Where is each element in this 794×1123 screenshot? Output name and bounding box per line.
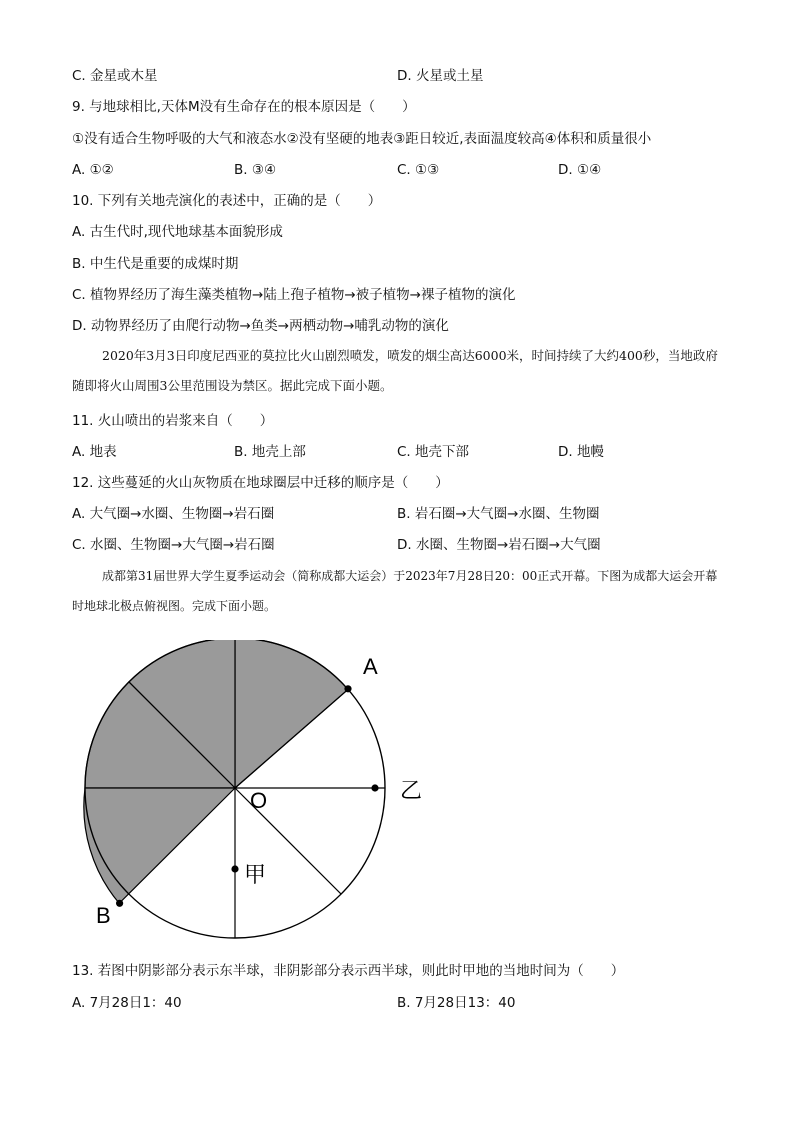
q12-option-b: B. 岩石圈→大气圈→水圈、生物圈	[397, 506, 600, 522]
q11-option-c: C. 地壳下部	[397, 444, 470, 460]
point-jia	[231, 865, 238, 872]
point-b	[116, 900, 123, 907]
passage-volcano: 2020年3月3日印度尼西亚的莫拉比火山剧烈喷发，喷发的烟尘高达6000米，时间持续了大约400秒，当地政府随即将火山周围3公里范围设为禁区。据此完成下面小题。	[72, 348, 718, 393]
q13-option-b: B. 7月28日13：40	[397, 995, 516, 1011]
q10-option-b: B. 中生代是重要的成煤时期	[72, 256, 239, 272]
label-jia: 甲	[244, 863, 267, 888]
q8-option-d: D. 火星或土星	[397, 68, 484, 84]
q12-option-c: C. 水圈、生物圈→大气圈→岩石圈	[72, 537, 275, 553]
q9-statements: ①没有适合生物呼吸的大气和液态水②没有坚硬的地表③距日较近,表面温度较高④体积和质量很小	[72, 131, 652, 147]
q11-option-d: D. 地幔	[558, 444, 604, 460]
point-yi	[371, 784, 378, 791]
q11-stem: 11. 火山喷出的岩浆来自（ ）	[72, 413, 274, 429]
q13-stem: 13. 若图中阴影部分表示东半球，非阴影部分表示西半球，则此时甲地的当地时间为（ ）	[72, 963, 625, 979]
q9-option-a: A. ①②	[72, 162, 114, 178]
q10-option-c: C. 植物界经历了海生藻类植物→陆上孢子植物→被子植物→裸子植物的演化	[72, 287, 516, 303]
q9-option-b: B. ③④	[234, 162, 277, 178]
q13-option-a: A. 7月28日1：40	[72, 995, 182, 1011]
label-yi: 乙	[400, 779, 423, 804]
q9-option-d: D. ①④	[558, 162, 602, 178]
q10-option-d: D. 动物界经历了由爬行动物→鱼类→两栖动物→哺乳动物的演化	[72, 318, 449, 334]
q12-stem: 12. 这些蔓延的火山灰物质在地球圈层中迁移的顺序是（ ）	[72, 475, 449, 491]
q8-option-c: C. 金星或木星	[72, 68, 158, 84]
q11-option-b: B. 地壳上部	[234, 444, 306, 460]
shaded-sector	[235, 640, 348, 788]
shaded-sector	[84, 788, 235, 903]
q10-stem: 10. 下列有关地壳演化的表述中，正确的是（ ）	[72, 193, 382, 209]
north-pole-diagram	[60, 640, 440, 960]
q12-option-a: A. 大气圈→水圈、生物圈→岩石圈	[72, 506, 275, 522]
label-b: B	[96, 903, 111, 928]
q12-option-d: D. 水圈、生物圈→岩石圈→大气圈	[397, 537, 601, 553]
passage-universiade: 成都第31届世界大学生夏季运动会（简称成都大运会）于2023年7月28日20：00正式开幕。下图为成都大运会开幕时地球北极点俯视图。完成下面小题。	[72, 569, 718, 613]
q11-option-a: A. 地表	[72, 444, 117, 460]
label-o: O	[250, 788, 268, 813]
point-a	[344, 685, 351, 692]
label-a: A	[363, 654, 378, 679]
q10-option-a: A. 古生代时,现代地球基本面貌形成	[72, 224, 283, 240]
q9-option-c: C. ①③	[397, 162, 440, 178]
q9-stem: 9. 与地球相比,天体M没有生命存在的根本原因是（ ）	[72, 99, 416, 115]
